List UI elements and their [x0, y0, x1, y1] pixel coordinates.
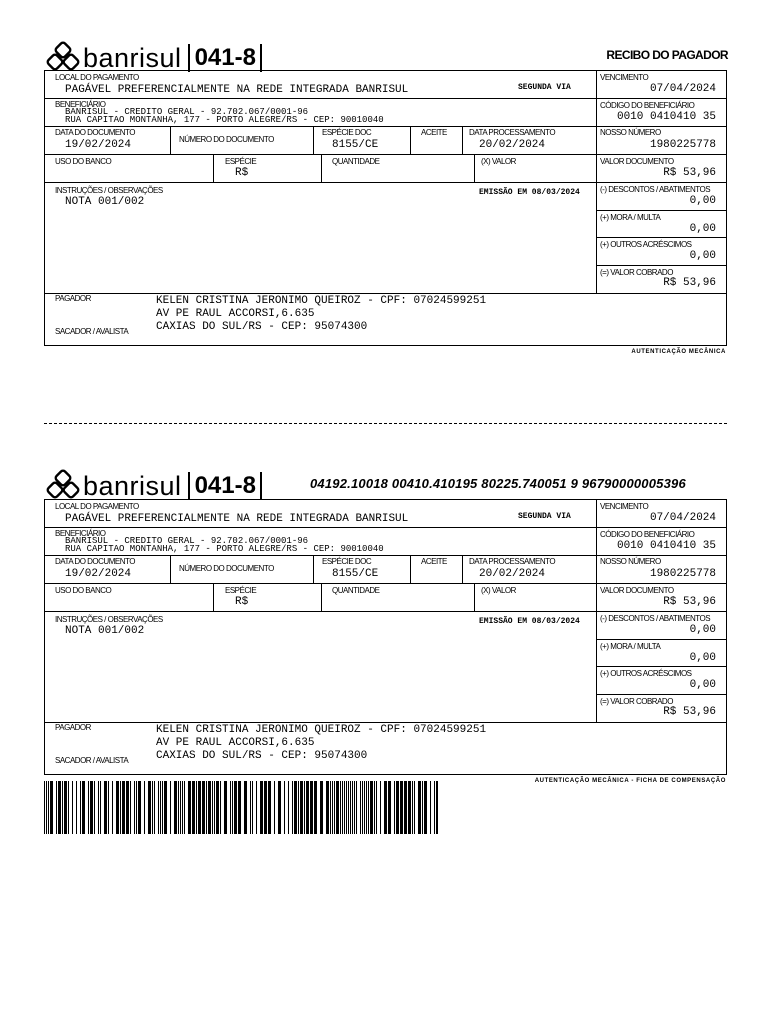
pagador-endereco: AV PE RAUL ACCORSI,6.635: [156, 737, 315, 749]
barcode-bar: [68, 781, 69, 834]
barcode-bar: [288, 781, 289, 834]
barcode-bar: [234, 781, 237, 834]
label-especie-doc: ESPÉCIE DOC: [322, 557, 372, 566]
barcode-bar: [394, 781, 395, 834]
barcode-bar: [422, 781, 423, 834]
barcode-bar: [350, 781, 351, 834]
local-pagamento: PAGÁVEL PREFERENCIALMENTE NA REDE INTEGRADA BANRISUL: [65, 513, 409, 525]
label-local-pagamento: LOCAL DO PAGAMENTO: [55, 73, 139, 82]
barcode-bar: [284, 781, 285, 834]
barcode-bar: [50, 781, 53, 834]
especie: R$: [235, 167, 249, 179]
label-valor-documento: VALOR DOCUMENTO: [600, 586, 674, 595]
barcode-bar: [388, 781, 391, 834]
codigo-beneficiario: 0010 0410410 35: [616, 540, 716, 552]
logo-divider: [188, 44, 190, 72]
barcode-bar: [334, 781, 335, 834]
label-nosso-numero: NOSSO NÚMERO: [600, 128, 661, 137]
label-uso-banco: USO DO BANCO: [55, 586, 112, 595]
label-x-valor: (X) VALOR: [481, 586, 516, 595]
beneficiario-endereco: RUA CAPITAO MONTANHA, 177 - PORTO ALEGRE/RS - CEP: 90010040: [65, 115, 384, 125]
barcode-bar: [72, 781, 73, 834]
beneficiario-nome: BANRISUL - CREDITO GERAL - 92.702.067/0001-96: [65, 107, 309, 117]
bank-code: 041-8: [194, 44, 256, 71]
label-quantidade: QUANTIDADE: [332, 157, 380, 166]
emissao: EMISSÃO EM 08/03/2024: [479, 188, 580, 197]
label-data-processamento: DATA PROCESSAMENTO: [469, 128, 556, 137]
mora: 0,00: [689, 652, 716, 664]
label-quantidade: QUANTIDADE: [332, 586, 380, 595]
barcode-bar: [80, 781, 81, 834]
barcode-bar: [424, 781, 427, 834]
barcode-bar: [120, 781, 121, 834]
barcode-bar: [298, 781, 299, 834]
barcode-bar: [58, 781, 61, 834]
barcode-bar: [340, 781, 341, 834]
logo-divider-end: [260, 44, 262, 72]
barcode-bar: [122, 781, 125, 834]
barcode-bar: [366, 781, 367, 834]
barcode-bar: [216, 781, 219, 834]
barcode-bar: [274, 781, 275, 834]
outros-acrescimos: 0,00: [689, 679, 716, 691]
barcode-bar: [278, 781, 281, 834]
barcode-bar: [436, 781, 438, 834]
label-nosso-numero: NOSSO NÚMERO: [600, 557, 661, 566]
label-outros: (+) OUTROS ACRÉSCIMOS: [600, 240, 692, 249]
label-pagador: PAGADOR: [55, 294, 91, 303]
barcode-bar: [418, 781, 421, 834]
barcode-bar: [62, 781, 63, 834]
barcode-bar: [342, 781, 343, 834]
label-vencimento: VENCIMENTO: [600, 502, 649, 511]
barcode-bar: [300, 781, 303, 834]
data-documento: 19/02/2024: [65, 139, 132, 151]
barcode-bar: [408, 781, 411, 834]
logo-divider-end: [260, 472, 262, 500]
label-local-pagamento: LOCAL DO PAGAMENTO: [55, 502, 139, 511]
barcode-bar: [376, 781, 377, 834]
label-pagador: PAGADOR: [55, 723, 91, 732]
label-beneficiario: BENEFICIÁRIO: [55, 100, 106, 109]
recibo-title: RECIBO DO PAGADOR: [606, 48, 728, 62]
barcode-bar: [232, 781, 233, 834]
barcode-bar: [108, 781, 109, 834]
barcode-bar: [196, 781, 197, 834]
barcode-bar: [56, 781, 57, 834]
barcode-bar: [230, 781, 231, 834]
barcode-bar: [260, 781, 263, 834]
barcode-bar: [112, 781, 113, 834]
barcode-bar: [152, 781, 153, 834]
label-numero-documento: NÚMERO DO DOCUMENTO: [179, 135, 274, 144]
barcode-bar: [64, 781, 67, 834]
data-processamento: 20/02/2024: [479, 139, 546, 151]
label-mora: (+) MORA / MULTA: [600, 642, 661, 651]
barcode-bar: [384, 781, 387, 834]
barcode-bar: [430, 781, 431, 834]
pagador-cidade: CAXIAS DO SUL/RS - CEP: 95074300: [156, 750, 368, 762]
vencimento: 07/04/2024: [649, 512, 716, 524]
barcode-bar: [44, 781, 45, 834]
instrucao-nota: NOTA 001/002: [65, 196, 145, 208]
label-codigo-beneficiario: CÓDIGO DO BENEFICIÁRIO: [600, 101, 695, 110]
barcode-bar: [330, 781, 331, 834]
label-instrucoes: INSTRUÇÕES / OBSERVAÇÕES: [55, 615, 163, 624]
barcode-bar: [310, 781, 313, 834]
barcode-bar: [154, 781, 155, 834]
barcode-bar: [98, 781, 99, 834]
nosso-numero: 1980225778: [649, 139, 716, 151]
segunda-via: SEGUNDA VIA: [518, 512, 571, 521]
label-vencimento: VENCIMENTO: [600, 73, 649, 82]
label-valor-cobrado: (=) VALOR COBRADO: [600, 697, 673, 706]
barcode-bar: [158, 781, 159, 834]
barcode-bar: [414, 781, 415, 834]
barcode-bar: [332, 781, 333, 834]
especie-doc: 8155/CE: [332, 568, 379, 580]
data-documento: 19/02/2024: [65, 568, 132, 580]
label-beneficiario: BENEFICIÁRIO: [55, 529, 106, 538]
barcode-bar: [138, 781, 141, 834]
label-data-documento: DATA DO DOCUMENTO: [55, 128, 135, 137]
label-sacador: SACADOR / AVALISTA: [55, 327, 129, 336]
barcode-bar: [214, 781, 215, 834]
pagador-nome: KELEN CRISTINA JERONIMO QUEIROZ - CPF: 07024599251: [156, 724, 487, 736]
beneficiario-nome: BANRISUL - CREDITO GERAL - 92.702.067/0001-96: [65, 536, 309, 546]
barcode-bar: [170, 781, 171, 834]
banrisul-logo-ficha: [46, 469, 262, 503]
barcode-bar: [362, 781, 363, 834]
barcode-bar: [268, 781, 271, 834]
barcode-bar: [134, 781, 135, 834]
barcode-bar: [184, 781, 185, 834]
barcode-bar: [344, 781, 345, 834]
recibo-table: [44, 70, 727, 346]
brand-name: banrisul: [83, 43, 182, 73]
valor-documento: R$ 53,96: [663, 167, 716, 179]
cut-line: [44, 423, 727, 424]
local-pagamento: PAGÁVEL PREFERENCIALMENTE NA REDE INTEGRADA BANRISUL: [65, 84, 409, 96]
barcode-bar: [380, 781, 381, 834]
especie-doc: 8155/CE: [332, 139, 379, 151]
label-numero-documento: NÚMERO DO DOCUMENTO: [179, 564, 274, 573]
barcode-bar: [206, 781, 207, 834]
barcode-bar: [412, 781, 413, 834]
descontos: 0,00: [689, 624, 716, 636]
label-especie: ESPÉCIE: [225, 157, 257, 166]
barcode-bar: [192, 781, 195, 834]
label-aceite: ACEITE: [421, 128, 447, 137]
barcode-bar: [364, 781, 365, 834]
barcode-bar: [164, 781, 167, 834]
label-descontos: (-) DESCONTOS / ABATIMENTOS: [600, 614, 711, 623]
label-valor-cobrado: (=) VALOR COBRADO: [600, 268, 673, 277]
barcode-bar: [244, 781, 247, 834]
barcode-bar: [304, 781, 305, 834]
barcode-bar: [160, 781, 161, 834]
barcode-bar: [46, 781, 47, 834]
barcode-bar: [434, 781, 435, 834]
barcode-bar: [326, 781, 329, 834]
label-data-documento: DATA DO DOCUMENTO: [55, 557, 135, 566]
barcode-bar: [256, 781, 257, 834]
barcode-bar: [292, 781, 293, 834]
barcode-bar: [82, 781, 85, 834]
barcode-bar: [198, 781, 201, 834]
barcode-bar: [208, 781, 211, 834]
barcode-bar: [224, 781, 227, 834]
barcode-bar: [250, 781, 251, 834]
barcode-bar: [320, 781, 323, 834]
barcode-bar: [126, 781, 129, 834]
label-descontos: (-) DESCONTOS / ABATIMENTOS: [600, 185, 711, 194]
barcode-bar: [360, 781, 361, 834]
barcode-bar: [212, 781, 213, 834]
barcode-bar: [104, 781, 107, 834]
autenticacao-recibo: AUTENTICAÇÃO MECÂNICA: [631, 349, 726, 355]
nosso-numero: 1980225778: [649, 568, 716, 580]
label-sacador: SACADOR / AVALISTA: [55, 756, 129, 765]
barcode-bar: [188, 781, 191, 834]
beneficiario-endereco: RUA CAPITAO MONTANHA, 177 - PORTO ALEGRE/RS - CEP: 90010040: [65, 544, 384, 554]
barcode-bar: [116, 781, 119, 834]
mora: 0,00: [689, 223, 716, 235]
barcode-bar: [136, 781, 137, 834]
barcode-bar: [368, 781, 369, 834]
barcode-bar: [336, 781, 339, 834]
pagador-nome: KELEN CRISTINA JERONIMO QUEIROZ - CPF: 07024599251: [156, 295, 487, 307]
barcode-bar: [94, 781, 95, 834]
barcode-bar: [100, 781, 101, 834]
segunda-via: SEGUNDA VIA: [518, 83, 571, 92]
banrisul-logo-icon: [46, 469, 80, 503]
label-instrucoes: INSTRUÇÕES / OBSERVAÇÕES: [55, 186, 163, 195]
barcode-bar: [264, 781, 267, 834]
label-uso-banco: USO DO BANCO: [55, 157, 112, 166]
barcode-bar: [356, 781, 357, 834]
descontos: 0,00: [689, 195, 716, 207]
outros-acrescimos: 0,00: [689, 250, 716, 262]
barcode-bar: [178, 781, 179, 834]
barcode-bar: [130, 781, 131, 834]
barcode-bar: [174, 781, 177, 834]
barcode-bar: [48, 781, 49, 834]
barcode-bar: [346, 781, 347, 834]
barcode-bar: [202, 781, 205, 834]
data-processamento: 20/02/2024: [479, 568, 546, 580]
label-mora: (+) MORA / MULTA: [600, 213, 661, 222]
pagador-endereco: AV PE RAUL ACCORSI,6.635: [156, 308, 315, 320]
barcode-bar: [90, 781, 93, 834]
emissao: EMISSÃO EM 08/03/2024: [479, 617, 580, 626]
pagador-cidade: CAXIAS DO SUL/RS - CEP: 95074300: [156, 321, 368, 333]
valor-cobrado: R$ 53,96: [663, 277, 716, 289]
label-especie: ESPÉCIE: [225, 586, 257, 595]
valor-documento: R$ 53,96: [663, 596, 716, 608]
valor-cobrado: R$ 53,96: [663, 706, 716, 718]
brand-name: banrisul: [83, 471, 182, 501]
barcode-bar: [354, 781, 355, 834]
label-x-valor: (X) VALOR: [481, 157, 516, 166]
linha-digitavel: 04192.10018 00410.410195 80225.740051 9 96790000005396: [310, 476, 686, 491]
barcode-bar: [238, 781, 241, 834]
barcode-bar: [76, 781, 77, 834]
codigo-beneficiario: 0010 0410410 35: [616, 111, 716, 123]
label-especie-doc: ESPÉCIE DOC: [322, 128, 372, 137]
barcode-bar: [314, 781, 317, 834]
barcode-bar: [252, 781, 253, 834]
instrucao-nota: NOTA 001/002: [65, 625, 145, 637]
especie: R$: [235, 596, 249, 608]
ficha-table: [44, 499, 727, 775]
barcode-bar: [294, 781, 297, 834]
barcode-bar: [144, 781, 145, 834]
label-data-processamento: DATA PROCESSAMENTO: [469, 557, 556, 566]
barcode: [44, 781, 438, 834]
barcode-bar: [400, 781, 403, 834]
vencimento: 07/04/2024: [649, 83, 716, 95]
logo-divider: [188, 472, 190, 500]
barcode-bar: [374, 781, 375, 834]
label-aceite: ACEITE: [421, 557, 447, 566]
autenticacao-ficha: AUTENTICAÇÃO MECÂNICA - FICHA DE COMPENSAÇÃO: [534, 778, 726, 784]
label-codigo-beneficiario: CÓDIGO DO BENEFICIÁRIO: [600, 530, 695, 539]
barcode-bar: [306, 781, 309, 834]
bank-code: 041-8: [194, 472, 256, 499]
label-valor-documento: VALOR DOCUMENTO: [600, 157, 674, 166]
barcode-bar: [404, 781, 407, 834]
barcode-bar: [182, 781, 183, 834]
barcode-bar: [148, 781, 151, 834]
barcode-bar: [370, 781, 373, 834]
barcode-bar: [220, 781, 221, 834]
barcode-bar: [352, 781, 353, 834]
barcode-bar: [396, 781, 399, 834]
barcode-bar: [162, 781, 163, 834]
label-outros: (+) OUTROS ACRÉSCIMOS: [600, 669, 692, 678]
barcode-bar: [88, 781, 89, 834]
barcode-bar: [180, 781, 181, 834]
barcode-bar: [348, 781, 349, 834]
